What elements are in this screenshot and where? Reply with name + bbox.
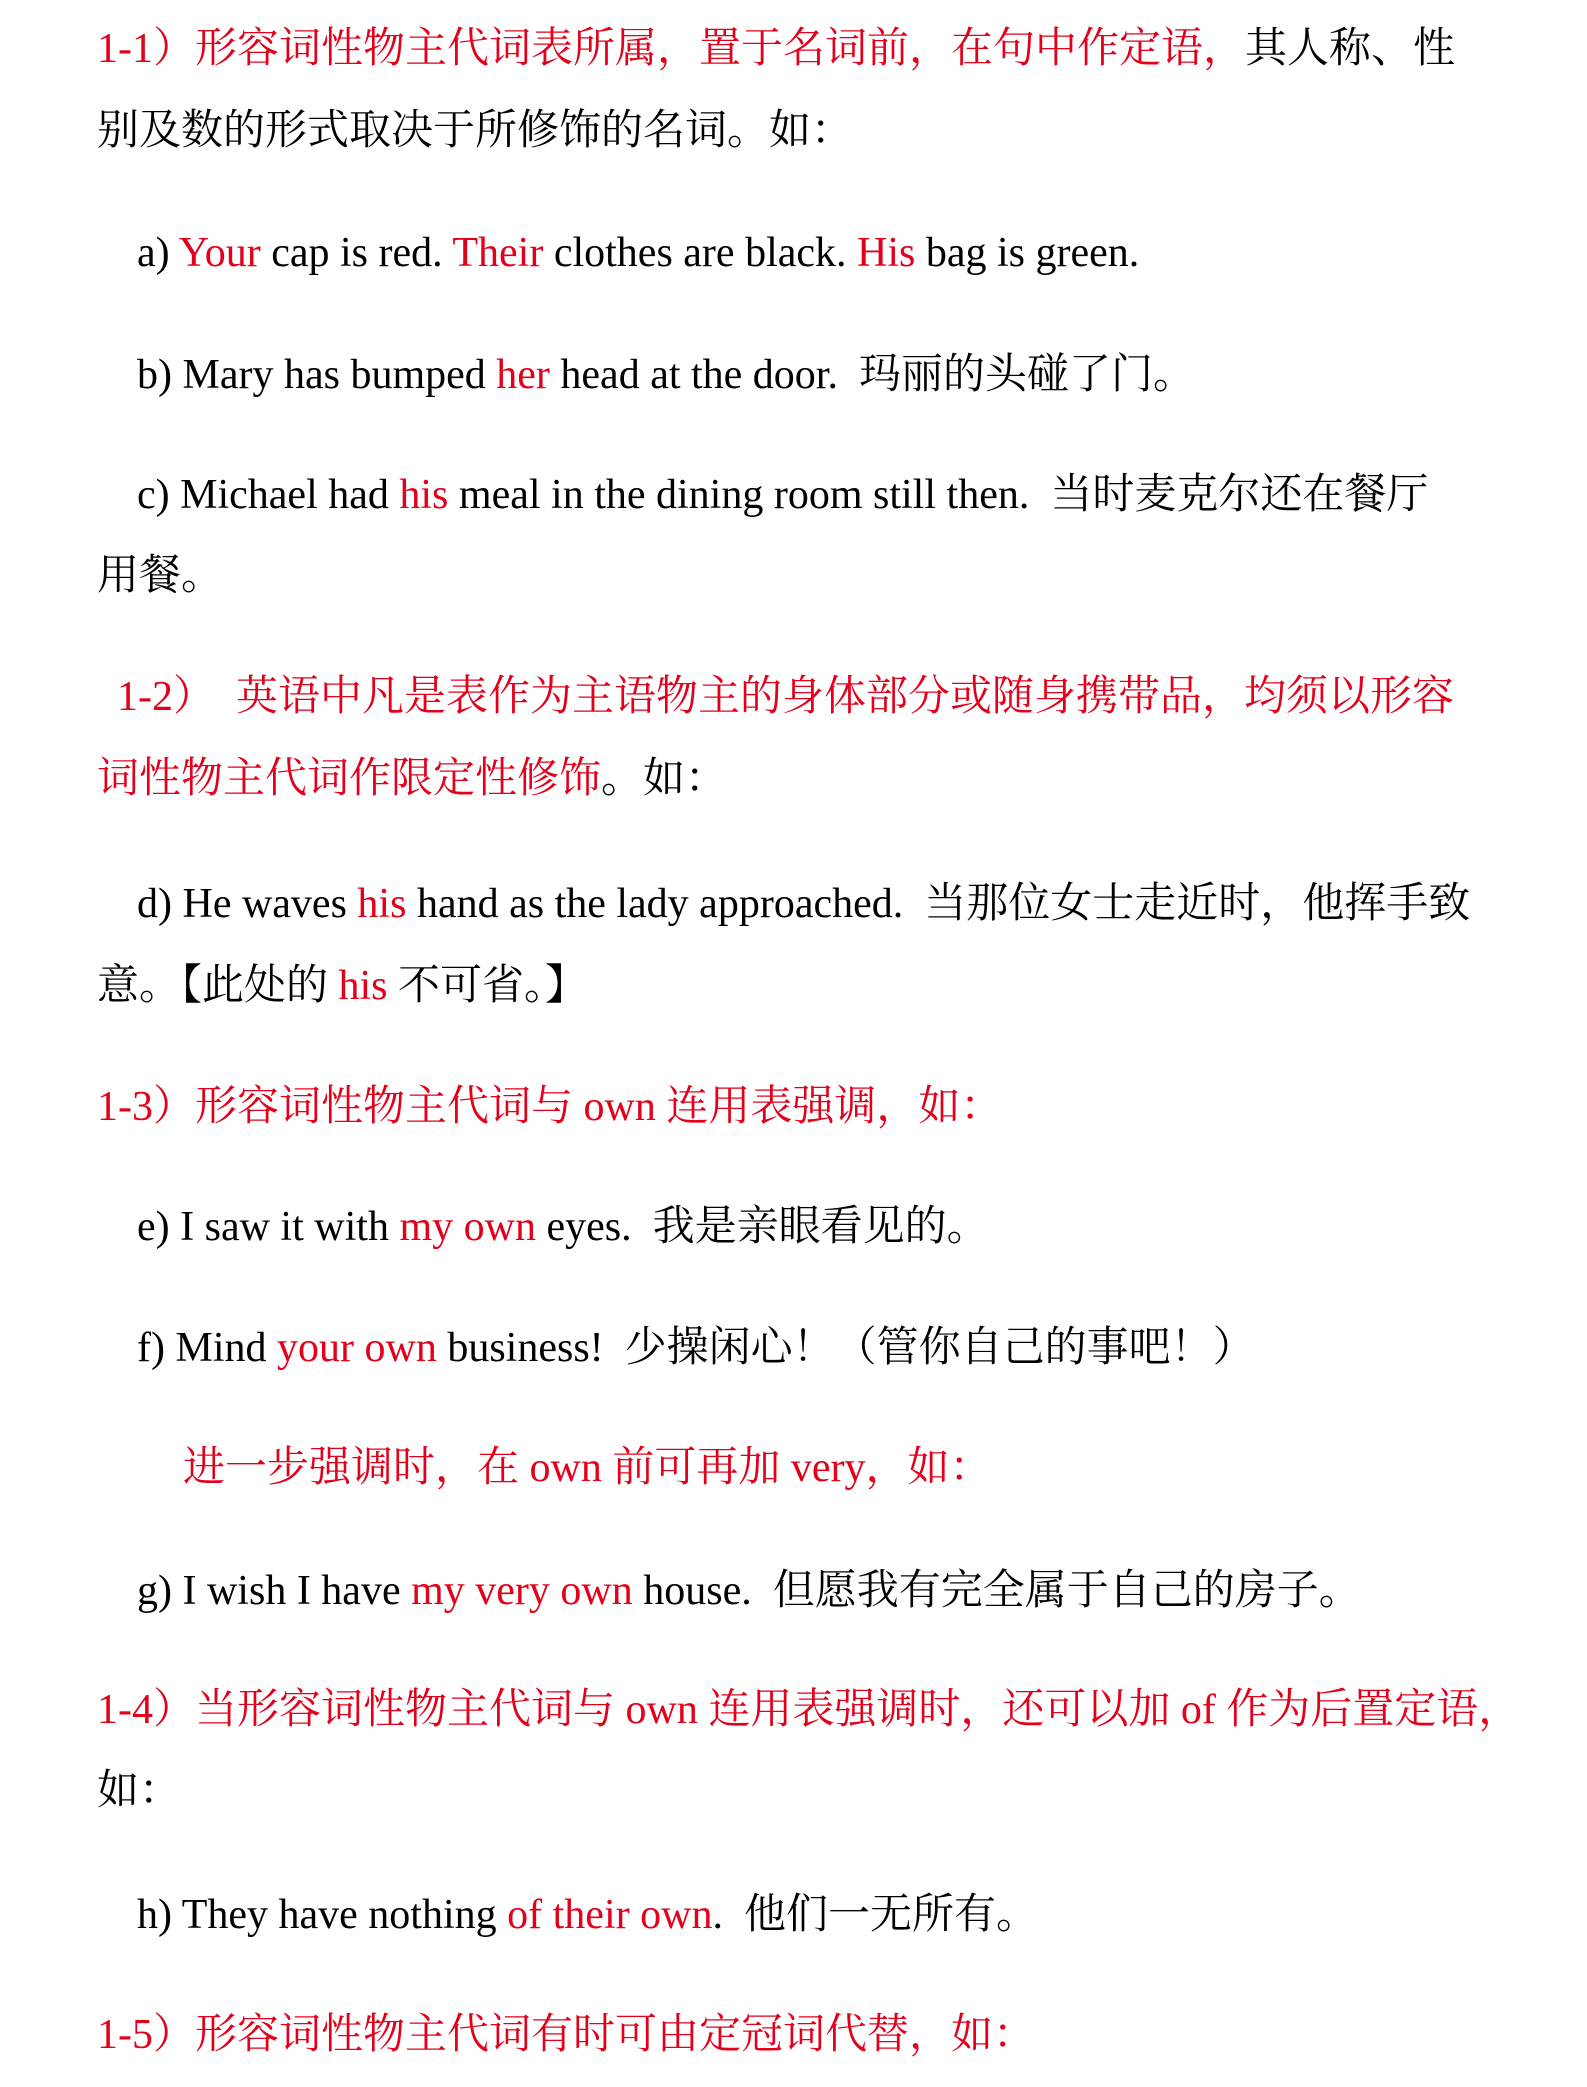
example-h-text: . 他们一无所有。 (712, 1892, 1038, 1938)
example-d-text: hand as the lady approached. 当那位女士走近时，他挥手致 (406, 881, 1471, 927)
example-g-text: house. 但愿我有完全属于自己的房子。 (632, 1568, 1361, 1614)
example-a-text: a) (137, 230, 179, 276)
rule-1-4-line-1 (97, 1680, 1520, 1740)
example-c-highlight: his (399, 472, 449, 518)
example-c-continuation: 用餐。 (97, 553, 224, 599)
example-a-text: cap is red. (260, 230, 453, 276)
rule-1-5-highlight: 1-5）形容词性物主代词有时可由定冠词代替，如： (97, 2012, 1035, 2058)
emphasis-note (183, 1438, 991, 1498)
example-d-highlight: his (338, 963, 388, 1009)
rule-1-1-continuation: 别及数的形式取决于所修饰的名词。如： (97, 108, 854, 154)
rule-1-2-line-1 (117, 667, 1454, 727)
example-e-text: e) I saw it with (137, 1204, 400, 1250)
rule-1-2-text: 。如： (601, 756, 728, 802)
example-d-text: d) He waves (137, 881, 358, 927)
example-f-text: f) Mind (137, 1325, 277, 1371)
example-g-highlight: my very own (411, 1568, 633, 1614)
emphasis-note-highlight: 进一步强调时，在 own 前可再加 very，如： (183, 1445, 992, 1491)
rule-1-2-highlight: 1-2） 英语中凡是表作为主语物主的身体部分或随身携带品，均须以形容 (117, 674, 1454, 720)
example-b-highlight: her (496, 352, 550, 398)
example-a-highlight: His (857, 230, 916, 276)
rule-1-4-continuation: 如： (97, 1768, 182, 1814)
example-h (137, 1885, 1038, 1945)
example-d-highlight: his (357, 881, 407, 927)
rule-1-2-line-2 (97, 749, 727, 809)
example-d-line-2 (97, 956, 587, 1016)
example-a-highlight: Their (452, 230, 544, 276)
rule-1-1-highlight: 1-1）形容词性物主代词表所属，置于名词前，在句中作定语， (97, 26, 1245, 72)
example-a (137, 223, 1139, 283)
rule-1-1-line-1 (97, 19, 1455, 79)
example-a-text: bag is green. (915, 230, 1140, 276)
rule-1-5 (97, 2005, 1035, 2065)
example-c-line-1 (137, 465, 1428, 525)
example-a-text: clothes are black. (543, 230, 858, 276)
example-g-text: g) I wish I have (137, 1568, 412, 1614)
example-c-text: c) Michael had (137, 472, 400, 518)
example-e (137, 1197, 989, 1257)
example-h-highlight: of their own (507, 1892, 713, 1938)
example-a-highlight: Your (178, 230, 261, 276)
example-d-note: 意。【此处的 (97, 963, 339, 1009)
example-h-text: h) They have nothing (137, 1892, 508, 1938)
rule-1-2-highlight: 词性物主代词作限定性修饰 (97, 756, 602, 802)
example-f-text: business! 少操闲心！（管你自己的事吧！） (436, 1325, 1255, 1371)
rule-1-1-text: 其人称、性 (1245, 26, 1456, 72)
rule-1-3-highlight: 1-3）形容词性物主代词与 own 连用表强调，如： (97, 1084, 1003, 1130)
rule-1-4-line-2 (97, 1761, 181, 1821)
rule-1-3 (97, 1077, 1002, 1137)
example-e-text: eyes. 我是亲眼看见的。 (535, 1204, 989, 1250)
example-d-note: 不可省。】 (387, 963, 588, 1009)
rule-1-4-highlight: 1-4）当形容词性物主代词与 own 连用表强调时，还可以加 of 作为后置定语， (97, 1687, 1521, 1733)
example-c-line-2 (97, 546, 223, 606)
example-d-line-1 (137, 874, 1470, 934)
example-f-highlight: your own (277, 1325, 437, 1371)
example-b-text: head at the door. 玛丽的头碰了门。 (549, 352, 1195, 398)
example-f (137, 1318, 1255, 1378)
example-b (137, 345, 1195, 405)
example-c-text: meal in the dining room still then. 当时麦克尔还在餐厅 (448, 472, 1429, 518)
example-e-highlight: my own (399, 1204, 536, 1250)
example-g (137, 1561, 1361, 1621)
rule-1-1-line-2 (97, 101, 853, 161)
example-b-text: b) Mary has bumped (137, 352, 497, 398)
